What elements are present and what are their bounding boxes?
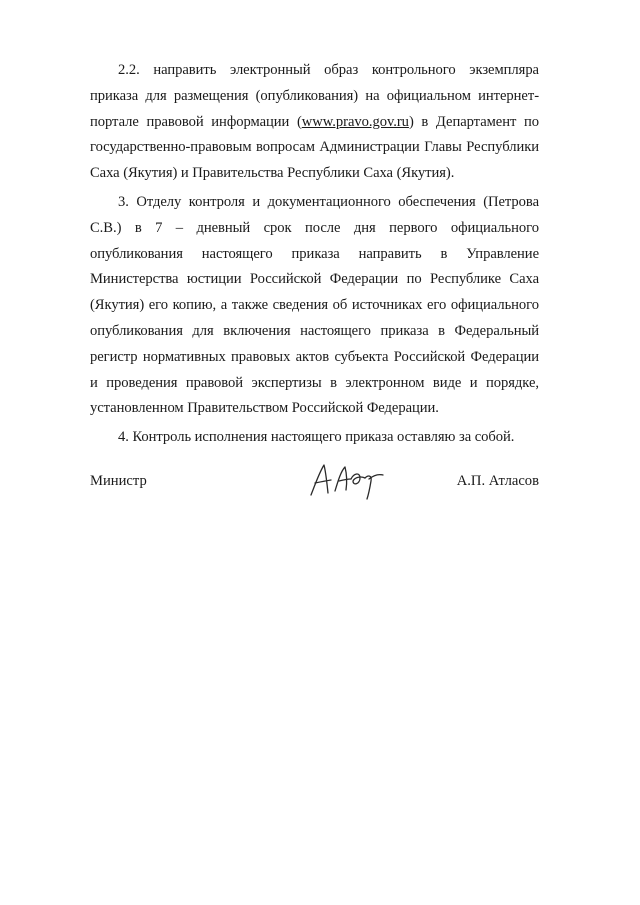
handwritten-signature [305, 457, 405, 503]
paragraph-3: 3. Отделу контроля и документационного обеспечения (Петрова С.В.) в 7 – дневный срок после дня первого официального опубликования настоящего приказа направить в Управление Министерства юстиции Российской Федерации по Республике Саха (Якутия) его копию, а также сведения об источниках его официального опубликования для включения настоящего приказа в Федеральный регистр нормативных правовых актов субъекта Российской Федерации и проведения правовой экспертизы в электронном виде и порядке, установленном Правительством Российской Федерации. [90, 193, 539, 417]
signatory-title: Министр [90, 473, 147, 489]
paragraph-2-2 [90, 58, 539, 187]
signatory-name: А.П. Атласов [456, 473, 539, 489]
paragraph-4: 4. Контроль исполнения настоящего приказа оставляю за собой. [118, 429, 515, 446]
paragraph-2-2-text-end: ) в Департамент по государственно-правовым вопросам Администрации Главы Республики Саха (Якутия) и Правительства Республики Саха (Якутия). [90, 113, 539, 182]
document-body [90, 58, 539, 454]
signature-block [90, 465, 539, 515]
paragraph-2-2-text-start: 2.2. направить электронный образ контрольного экземпляра приказа для размещения (опубликования) на официальном интернет-портале правовой информации ( [90, 62, 539, 130]
pravo-gov-link[interactable]: www.pravo.gov.ru [301, 113, 409, 130]
